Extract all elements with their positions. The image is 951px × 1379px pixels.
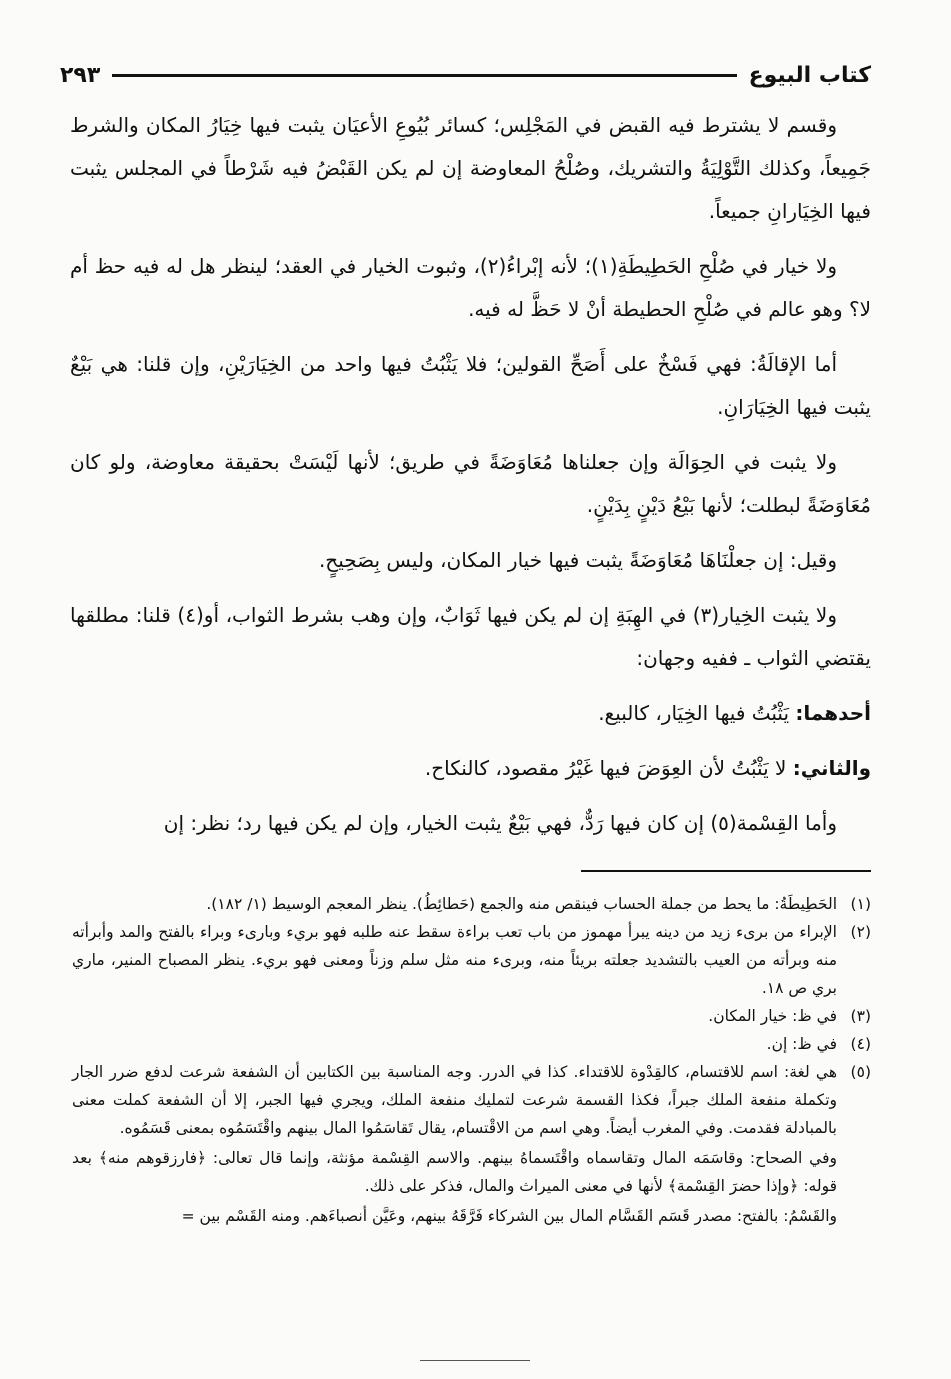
running-header [60,58,871,92]
footnote-number: (٤) [850,1035,871,1053]
footnote-continuation: والقَسْمُ: بالفتح: مصدر قَسَم القَسَّام المال بين الشركاء فَرَّقَهُ بينهم، وعَيَّن أنصباءَهم. ومنه القَسْم بين = [181,1207,837,1225]
book-title: كتاب البيوع [748,62,871,88]
paragraph-lead: والثاني: [792,756,871,780]
page-number: ٢٩٣ [60,62,101,88]
paragraph-text: لا يَثْبُتُ لأن العِوَضَ فيها غَيْرُ مقصود، كالنكاح. [424,756,793,780]
footnote [72,1030,871,1058]
footnote-continuation: وفي الصحاح: وقاسَمَه المال وتقاسماه واقْتَسماهُ بينهم. والاسم القِسْمة مؤنثة، وإنما قال تعالى: ﴿فارزقوهم منه﴾ بعد قوله: ﴿وإذا حضرَ القِسْمة﴾ لأنها في معنى الميراث والمال، فذكر على ذلك. [72,1149,837,1195]
footnote [72,1002,871,1030]
footnote [72,918,871,1002]
paragraph [70,343,871,429]
paragraph-text: أما الإقالَةُ: فهي فَسْخٌ على أَصَحِّ القولين؛ فلا يَثْبُتُ فيها واحد من الخِيَارَيْنِ، وإن قلنا: هي بَيْعٌ يثبت فيها الخِيَارَانِ. [70,352,871,419]
bottom-rule [420,1360,530,1361]
paragraph [70,245,871,331]
paragraph [70,441,871,527]
paragraph [70,692,871,735]
paragraph-text: وقيل: إن جعلْنَاهَا مُعَاوَضَةً يثبت فيها خيار المكان، وليس بِصَحِيحٍ. [318,548,837,572]
main-text [70,104,871,857]
paragraph [70,802,871,845]
paragraph [70,539,871,582]
footnote-separator [581,870,871,872]
footnote [72,890,871,918]
paragraph-text: ولا يثبت في الحِوَالَة وإن جعلناها مُعَاوَضَةً في طريق؛ لأنها لَيْسَتْ بحقيقة معاوضة، ولو كان مُعَاوَضَةً لبطلت؛ لأنها بَيْعُ دَيْنٍ بِدَيْنٍ. [70,450,871,517]
paragraph-text: ولا خيار في صُلْحِ الحَطِيطَةِ(١)؛ لأنه إبْراءُ(٢)، وثبوت الخيار في العقد؛ لينظر هل له فيه حظ أم لا؟ وهو عالم في صُلْحِ الحطيطة أنْ لا حَظَّ له فيه. [70,254,871,321]
footnote [72,1058,871,1142]
footnote-text: الحَطِيطَةُ: ما يحط من جملة الحساب فينقص منه والجمع (حَطائِطُ). ينظر المعجم الوسيط (١/ ١٨٢). [206,895,837,913]
footnote-text: الإبراء من برىء زيد من دينه يبرأ مهموز من باب تعب براءة سقط عنه طلبه فهو بريء وبارىء وبراء بالفتح والمد وأبرأته منه وبرأته من العيب بالتشديد جعلته بريئاً منه، وبرىء منه مثل سلم وزناً ومعنى فهو بريء. ينظر المصباح المنير، ماري بري ص ١٨. [72,923,837,997]
footnote-number: (٥) [850,1063,871,1081]
footnote-text: في ظ: خيار المكان. [708,1007,837,1025]
footnote-text: هي لغة: اسم للاقتسام، كالقِدْوة للاقتداء. كذا في الدرر. وجه المناسبة بين الكتابين أن الشفعة شرعت لدفع ضرر الجار وتكملة منفعة الملك جبراً، فكذا القسمة شرعت لتمليك منفعة الملك، ويجري فيها الجبر، إلا أن الشفعة كملت معنى بالمبادلة فقدمت. وفي المغرب أيضاً. وهي اسم من الاقْتسام، يقال تَقاسَمُوا المال بينهم واقْتَسَمُوه بمعنى قَسَمُوه. [72,1063,837,1137]
paragraph [70,594,871,680]
paragraph-text: يَثْبُتُ فيها الخِيَار، كالبيع. [598,701,796,725]
footnote-number: (١) [850,895,871,913]
footnotes [72,890,871,1230]
paragraph-text: وقسم لا يشترط فيه القبض في المَجْلِس؛ كسائر بُيُوعِ الأعيَان يثبت فيها خِيَارُ المكان والشرط جَمِيعاً، وكذلك التَّوْلِيَةُ والتشريك، وصُلْحُ المعاوضة إن لم يكن القَبْضُ فيه شَرْطاً في المجلس يثبت فيها الخِيَارانِ جميعاً. [70,113,871,223]
paragraph [70,104,871,233]
paragraph-lead: أحدهما: [795,701,871,725]
header-rule [112,74,736,77]
paragraph [70,747,871,790]
footnote-number: (٣) [850,1007,871,1025]
footnote-text: في ظ: إن. [766,1035,837,1053]
footnote-number: (٢) [850,923,871,941]
paragraph-text: وأما القِسْمة(٥) إن كان فيها رَدٌّ، فهي بَيْعٌ يثبت الخيار، وإن لم يكن فيها رد؛ نظر: إن [163,811,837,835]
paragraph-text: ولا يثبت الخِيار(٣) في الهِبَةِ إن لم يكن فيها ثَوَابٌ، وإن وهب بشرط الثواب، أو(٤) قلنا: مطلقها يقتضي الثواب ـ ففيه وجهان: [70,603,871,670]
